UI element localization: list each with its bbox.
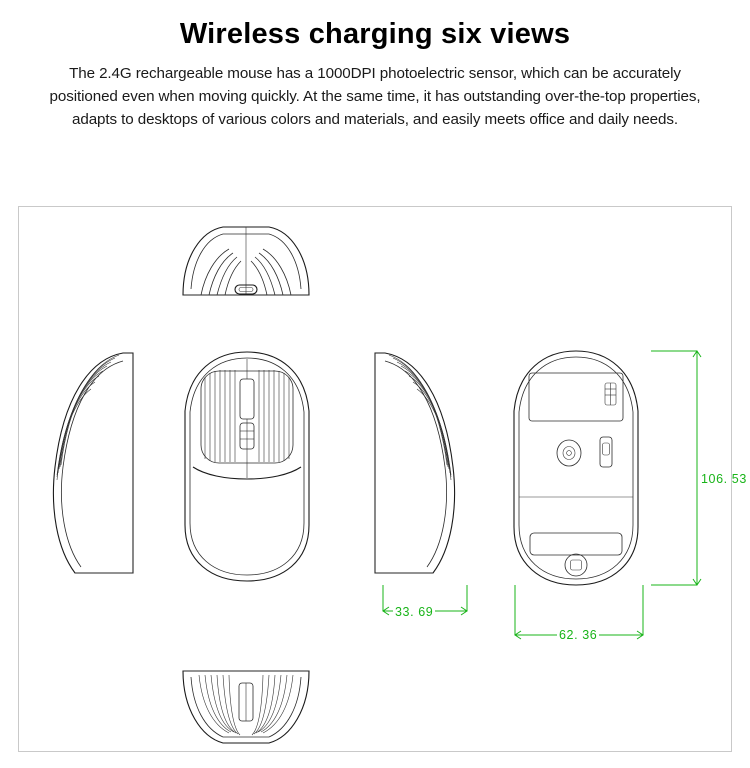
side-width-dimension-label: 33. 69: [395, 605, 434, 619]
page-title: Wireless charging six views: [179, 18, 571, 50]
front-view: [171, 217, 321, 307]
six-views-diagram: [18, 206, 747, 752]
rear-view: [171, 659, 321, 751]
height-dimension-label: 106. 53: [701, 472, 747, 486]
left-side-view: [45, 349, 137, 579]
side-width-dimension-line: [371, 579, 481, 629]
product-spec-page: [0, 18, 750, 768]
page-description: The 2.4G rechargeable mouse has a 1000DPI photoelectric sensor, which can be accurately positioned even when moving quickly. At the same time, it has outstanding over-the-top properties, adapts to desktops of various colors and materials, and easily meets office and daily needs.: [49, 65, 701, 128]
width-dimension-label: 62. 36: [559, 628, 598, 642]
top-view: [179, 349, 315, 585]
right-side-view: [371, 349, 463, 579]
